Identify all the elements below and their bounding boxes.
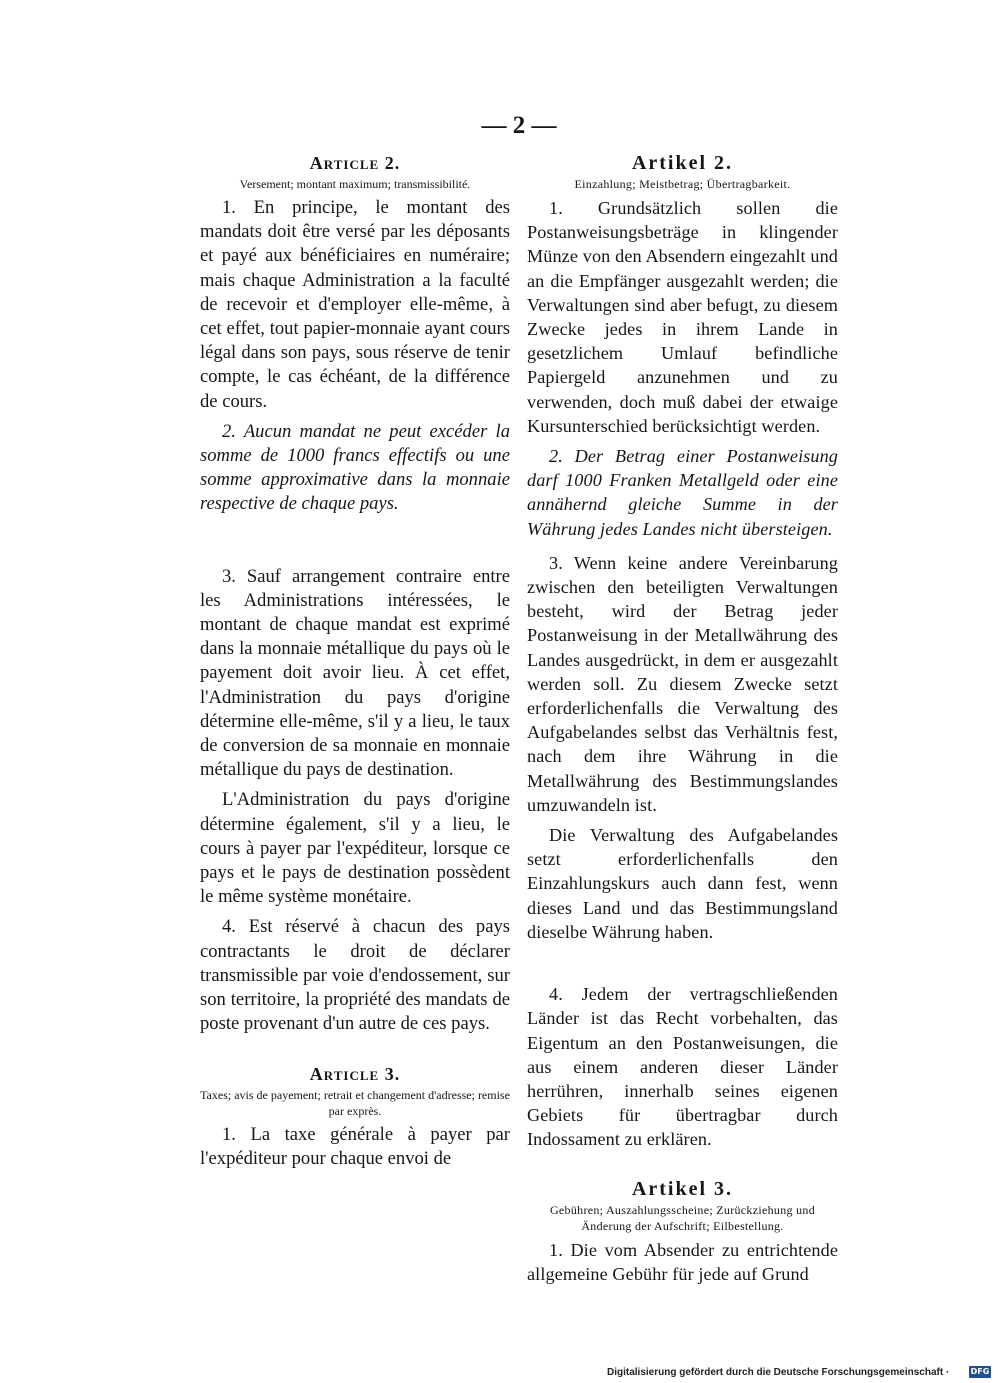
french-column xyxy=(200,150,510,1171)
digitization-credit: Digitalisierung gefördert durch die Deutsche Forschungsgemeinschaft · xyxy=(607,1367,950,1378)
paragraph-1-de: 1. Grundsätzlich sollen die Postanweisungsbeträge in klingender Münze von den Absendern eingezahlt und an die Empfänger ausgezahlt werden; die Verwaltungen sind aber befugt, zu diesem Zwecke jedes in ihrem Lande in gesetzlichem Umlauf befindliche Papiergeld anzunehmen und zu verwenden, doch muß dabei der etwaige Kursunterschied berücksichtigt werden. xyxy=(527,198,838,436)
dfg-logo-icon: DFG xyxy=(970,1367,990,1376)
paragraph-1-fr: 1. En principe, le montant des mandats doit être versé par les déposants et payé aux bénéficiaires en numéraire; mais chaque Administration a la faculté de recevoir et d'employer elle-même, à cet effet, tout papier-monnaie ayant cours légal dans son pays, sous réserve de tenir compte, le cas échéant, de la différence de cours. xyxy=(200,197,510,412)
paragraph-3-de: 3. Wenn keine andere Vereinbarung zwischen den beteiligten Verwaltungen besteht, wird der Betrag jeder Postanweisung in der Metallwährung des Landes ausgedrückt, in dem er ausgezahlt werden soll. Zu diesem Zwecke setzt erforderlichenfalls die Verwaltung des Aufgabelandes selbst das Verhältnis fest, nach dem ihre Währung in die Metallwährung des Bestimmungslandes umzuwandeln ist. xyxy=(527,552,838,815)
paragraph-5-fr: 1. La taxe générale à payer par l'expéditeur pour chaque envoi de xyxy=(200,1123,510,1169)
paragraph-4-fr: 4. Est réservé à chacun des pays contractants le droit de déclarer transmissible par voie d'endossement, sur son territoire, la propriété des mandats de poste provenant d'un autre de ces pays. xyxy=(200,916,510,1035)
article-3-subtitle-de: Gebühren; Auszahlungsscheine; Zurückziehung und Änderung der Aufschrift; Eilbestellung. xyxy=(549,1202,816,1233)
article-3-heading-fr: Article 3. xyxy=(309,1063,401,1084)
paragraph-3b-de: Die Verwaltung des Aufgabelandes setzt erforderlichenfalls den Einzahlungskurs auch dann fest, wenn dieses Land und das Bestimmungsland dieselbe Währung haben. xyxy=(527,825,838,942)
paragraph-3b-fr: L'Administration du pays d'origine détermine également, s'il y a lieu, le cours à payer par l'expéditeur, lorsque ce pays et le pays de destination possèdent le même système monétaire. xyxy=(200,789,510,908)
article-2-subtitle-fr: Versement; montant maximum; transmissibilité. xyxy=(239,177,471,191)
paragraph-2-de: 2. Der Betrag einer Postanweisung darf 1000 Franken Metallgeld oder eine annähernd gleiche Summe in der Währung jedes Landes nicht übersteigen. xyxy=(527,446,838,539)
article-3-subtitle-fr: Taxes; avis de payement; retrait et changement d'adresse; remise par exprès. xyxy=(200,1087,510,1118)
article-2-heading-fr: Article 2. xyxy=(309,153,401,173)
page-number: — 2 — xyxy=(481,112,557,139)
paragraph-4-de: 4. Jedem der vertragschließenden Länder ist das Recht vorbehalten, das Eigentum an den Postanweisungen, die aus einem anderen dieser Länder herrühren, innerhalb seines eigenen Gebiets für übertragbar durch Indossament zu erklären. xyxy=(527,984,838,1150)
paragraph-2-fr: 2. Aucun mandat ne peut excéder la somme de 1000 francs effectifs ou une somme approximative dans la monnaie respective de chaque pays. xyxy=(200,420,510,515)
article-2-heading-de: Artikel 2. xyxy=(631,152,734,174)
paragraph-5-de: 1. Die vom Absender zu entrichtende allgemeine Gebühr für jede auf Grund xyxy=(527,1239,838,1284)
paragraph-3-fr: 3. Sauf arrangement contraire entre les Administrations intéressées, le montant de chaque mandat est exprimé dans la monnaie métallique du pays où le payement doit avoir lieu. À cet effet, l'Administration du pays d'origine détermine elle-même, s'il y a lieu, le taux de conversion de sa monnaie en monnaie métallique du pays de destination. xyxy=(200,565,510,781)
german-column xyxy=(527,150,838,1286)
article-3-heading-de: Artikel 3. xyxy=(631,1177,734,1200)
article-2-subtitle-de: Einzahlung; Meistbetrag; Übertragbarkeit. xyxy=(574,177,791,191)
